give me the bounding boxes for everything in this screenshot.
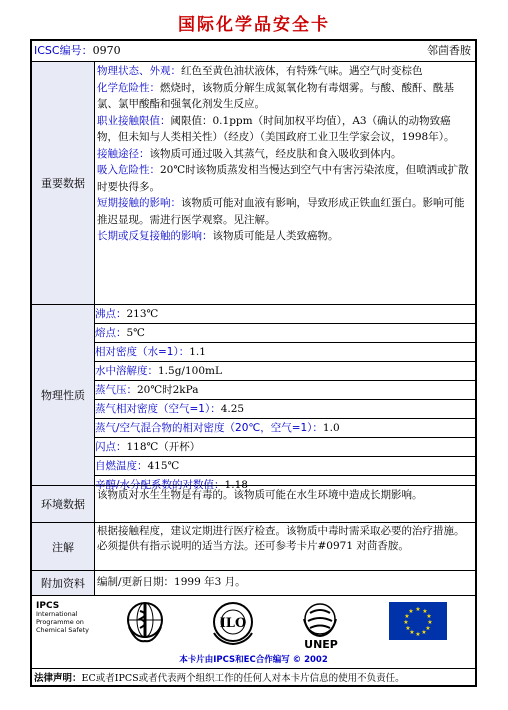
prop-melting-point: 熔点：5℃ — [95, 324, 475, 343]
physical-properties-label: 物理性质 — [32, 305, 95, 485]
environment-row — [32, 486, 475, 523]
eu-flag-icon — [389, 602, 447, 640]
legal-notice: 法律声明：EC或者IPCS或者代表两个组织工作的任何人对本卡片信息的使用不负责任。 — [34, 673, 405, 684]
entry-exposure-limits: 职业接触限值：阈限值：0.1ppm（时间加权平均值），A3（确认的动物致癌物，但未知与人类相关性）（经皮）（美国政府工业卫生学家会议，1998年）。 — [97, 114, 455, 143]
ipcs-logo-text: IPCS International Programme on Chemical Safety — [36, 601, 90, 634]
important-data-content — [95, 62, 475, 304]
card-header — [32, 41, 475, 62]
svg-text:★: ★ — [427, 619, 433, 626]
notes-label: 注解 — [32, 523, 95, 570]
notes-row — [32, 523, 475, 571]
unep-label: UNEP — [304, 638, 338, 651]
prop-log-pow: 辛醇/水分配系数的对数值：1.18 — [95, 479, 248, 491]
prop-vapour-density: 蒸气相对密度（空气=1）：4.25 — [95, 400, 475, 419]
prop-solubility: 水中溶解度：1.5g/100mL — [95, 362, 475, 381]
environment-text: 该物质对水生生物是有毒的。该物质可能在水生环境中造成长期影响。 — [97, 489, 423, 501]
svg-text:★: ★ — [409, 629, 415, 636]
icsc-number: ICSC编号：0970 — [34, 44, 121, 57]
entry-chemical-danger: 化学危险性：燃烧时，该物质分解生成氮氧化物有毒烟雾。与酸、酸酐、酰基氯、氯甲酸酯和强氧化剂发生反应。 — [97, 81, 454, 110]
svg-text:★: ★ — [422, 608, 428, 615]
prop-autoignition: 自燃温度：415℃ — [95, 457, 475, 476]
svg-text:★: ★ — [415, 631, 421, 638]
physical-properties-row — [32, 305, 475, 491]
unep-emblem-icon — [300, 599, 340, 639]
prop-relative-density: 相对密度（水=1）：1.1 — [95, 343, 475, 362]
svg-text:★: ★ — [425, 625, 431, 632]
additional-text: 编制/更新日期：1999 年3 月。 — [97, 576, 246, 588]
who-emblem-icon — [124, 599, 166, 645]
prop-mixture-density: 蒸气/空气混合物的相对密度（20℃，空气=1）：1.0 — [95, 419, 475, 438]
svg-text:ILO: ILO — [219, 616, 247, 631]
entry-appearance: 物理状态、外观：红色至黄色油状液体，有特殊气味。遇空气时变棕色 — [97, 65, 423, 77]
additional-label: 附加资料 — [32, 571, 95, 595]
prop-vapour-pressure: 蒸气压：20℃时2kPa — [95, 381, 475, 400]
icsc-number-value: 0970 — [92, 44, 121, 57]
svg-text:★: ★ — [408, 608, 414, 615]
important-data-row — [32, 62, 475, 305]
entry-long-term-effects: 长期或反复接触的影响：该物质可能是人类致癌物。 — [97, 230, 339, 242]
svg-text:★: ★ — [421, 629, 427, 636]
notes-text: 根据接触程度，建议定期进行医疗检查。该物质中毒时需采取必要的治疗措施。必须提供有指示说明的适当方法。还可参考卡片#0971 对茴香胺。 — [97, 525, 465, 552]
icsc-card — [30, 39, 477, 687]
svg-text:★: ★ — [403, 619, 409, 626]
physical-properties-content — [95, 305, 475, 491]
entry-inhalation-risk: 吸入危险性：20℃时该物质蒸发相当慢达到空气中有害污染浓度，但喷洒或扩散时要快得多。 — [97, 164, 469, 193]
entry-routes: 接触途径：该物质可通过吸入其蒸气，经皮肤和食入吸收到体内。 — [97, 147, 402, 160]
substance-name: 邻茴香胺 — [427, 44, 471, 57]
svg-text:★: ★ — [405, 625, 411, 632]
prop-boiling-point: 沸点：213℃ — [95, 305, 475, 324]
ilo-emblem-icon — [210, 599, 256, 645]
svg-text:★: ★ — [404, 613, 410, 620]
entry-short-term-effects: 短期接触的影响：该物质可能对血液有影响，导致形成正铁血红蛋白。影响可能推迟显现。需进行医学观察。见注解。 — [97, 197, 465, 226]
svg-text:★: ★ — [415, 606, 421, 613]
environment-label: 环境数据 — [32, 486, 95, 522]
additional-row — [32, 571, 475, 596]
card-title: 国际化学品安全卡 — [178, 15, 330, 35]
svg-text:★: ★ — [426, 613, 432, 620]
prop-flash-point: 闪点：118℃（开杯） — [95, 438, 475, 457]
important-data-label: 重要数据 — [32, 62, 95, 304]
footer-logos — [32, 596, 475, 669]
footer-credit: 本卡片由IPCS和EC合作编写 © 2002 — [179, 655, 328, 665]
